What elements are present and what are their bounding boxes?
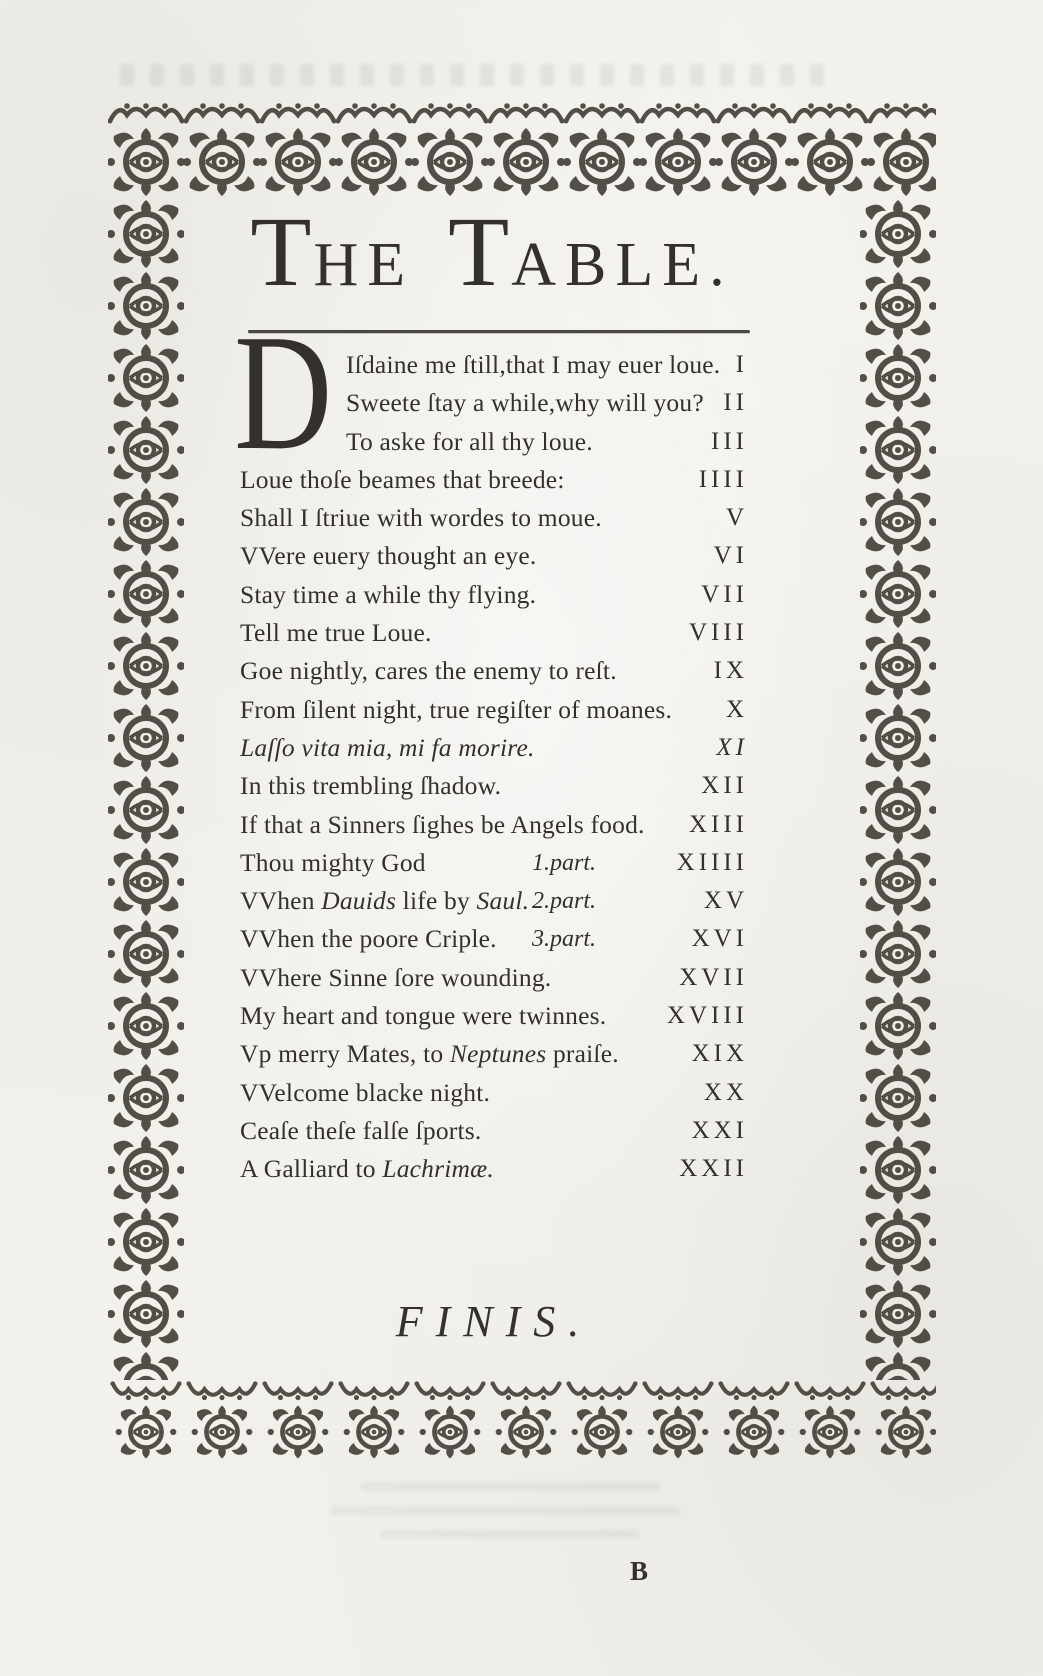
- entry-numeral: II: [723, 389, 748, 417]
- table-entry: [240, 691, 748, 729]
- table-entry: [240, 384, 748, 422]
- entry-numeral: IIII: [698, 465, 748, 493]
- border-ornament-bottom-frill: [108, 1380, 936, 1404]
- entry-part: 1.part.: [532, 849, 597, 876]
- entry-title: VVere euery thought an eye.: [240, 541, 537, 571]
- title-initial: T: [448, 196, 512, 307]
- table-entry: [240, 1112, 748, 1150]
- table-entry: [240, 806, 748, 844]
- entry-title: Vp merry Mates, to Neptunes praiſe.: [240, 1039, 619, 1069]
- entry-title: A Galliard to Lachrimæ.: [240, 1154, 494, 1184]
- table-entry: [240, 729, 748, 767]
- table-entry: [240, 652, 748, 690]
- entry-numeral: VI: [713, 542, 748, 570]
- entry-numeral: V: [725, 504, 748, 532]
- entry-title: Laſſo vita mia, mi fa morire.: [240, 732, 535, 762]
- entry-title: VVhen the poore Criple.: [240, 924, 497, 954]
- table-entry: [240, 537, 748, 575]
- scan-showthrough-smudge: [380, 1530, 640, 1538]
- entry-title: To aske for all thy loue.: [346, 426, 593, 456]
- scan-showthrough-smudge: [120, 64, 840, 86]
- border-ornament-bottom: [108, 1404, 936, 1460]
- border-ornament-top: [108, 126, 936, 198]
- table-entry: [240, 767, 748, 805]
- entry-numeral: XX: [703, 1078, 748, 1106]
- entry-title: Shall I ſtriue with wordes to moue.: [240, 503, 602, 533]
- table-entry: [240, 346, 748, 384]
- entry-title: Loue thoſe beames that breede:: [240, 464, 565, 494]
- entry-title: In this trembling ſhadow.: [240, 771, 502, 801]
- entry-title: Ceaſe theſe falſe ſports.: [240, 1115, 482, 1145]
- entry-numeral: XVII: [679, 963, 748, 991]
- table-entry: [240, 423, 748, 461]
- border-ornament-top-frill: [108, 98, 936, 126]
- table-entry: [240, 499, 748, 537]
- signature-mark: B: [630, 1556, 649, 1586]
- entry-numeral: XVI: [691, 925, 748, 953]
- entry-title: Iſdaine me ſtill,that I may euer loue.: [346, 350, 721, 379]
- entry-part: 3.part.: [532, 926, 597, 953]
- entry-title: Tell me true Loue.: [240, 618, 432, 648]
- entry-title: VVelcome blacke night.: [240, 1077, 491, 1107]
- table-entry: [240, 614, 748, 652]
- table-entry: [240, 997, 748, 1035]
- entry-numeral: VIII: [688, 619, 748, 647]
- scan-showthrough-smudge: [360, 1482, 660, 1491]
- entry-title: If that a Sinners ſighes be Angels food.: [240, 809, 645, 839]
- entry-numeral: XI: [716, 733, 748, 761]
- entry-numeral: I: [735, 351, 748, 378]
- page-title: THE TABLE.: [250, 196, 734, 307]
- entry-title: VVhere Sinne ſore wounding.: [240, 962, 552, 992]
- entry-part: 2.part.: [532, 888, 597, 915]
- border-ornament-right: [860, 198, 936, 1380]
- table-entry: [240, 920, 748, 958]
- entry-numeral: XV: [703, 887, 748, 915]
- entry-title: From ſilent night, true regiſter of moanes.: [240, 694, 673, 724]
- entry-title: Thou mighty God: [240, 847, 426, 877]
- entry-numeral: XII: [701, 772, 748, 800]
- entry-numeral: III: [711, 427, 748, 455]
- entry-title: Stay time a while thy flying.: [240, 579, 537, 609]
- table-entry: [240, 461, 748, 499]
- table-of-contents: [234, 300, 748, 1189]
- entry-title: VVhen Dauids life by Saul.: [240, 886, 530, 916]
- drop-cap: D: [234, 300, 333, 484]
- entry-title: My heart and tongue were twinnes.: [240, 1001, 607, 1031]
- entry-numeral: X: [725, 695, 748, 723]
- title-initial: T: [250, 196, 314, 307]
- entry-numeral: XXII: [679, 1155, 748, 1183]
- entry-title: Goe nightly, cares the enemy to reſt.: [240, 656, 617, 686]
- table-entry: [240, 844, 748, 882]
- table-entry: [240, 1035, 748, 1073]
- entry-numeral: IX: [713, 657, 748, 685]
- table-entry: [240, 1074, 748, 1112]
- table-entry: [240, 959, 748, 997]
- entry-numeral: XIII: [688, 810, 748, 838]
- entry-numeral: XIX: [691, 1040, 748, 1068]
- table-entry: [240, 882, 748, 920]
- entry-numeral: XVIII: [666, 1002, 748, 1030]
- entry-numeral: XXI: [691, 1116, 748, 1144]
- finis-text: FINIS.: [395, 1297, 593, 1346]
- scan-showthrough-smudge: [330, 1506, 680, 1515]
- entry-title: Sweete ſtay a while,why will you?: [346, 388, 704, 418]
- table-entry: [240, 576, 748, 614]
- border-ornament-left: [108, 198, 184, 1380]
- table-entry: [240, 1150, 748, 1188]
- entry-numeral: XIIII: [676, 848, 748, 876]
- entry-numeral: VII: [701, 580, 748, 608]
